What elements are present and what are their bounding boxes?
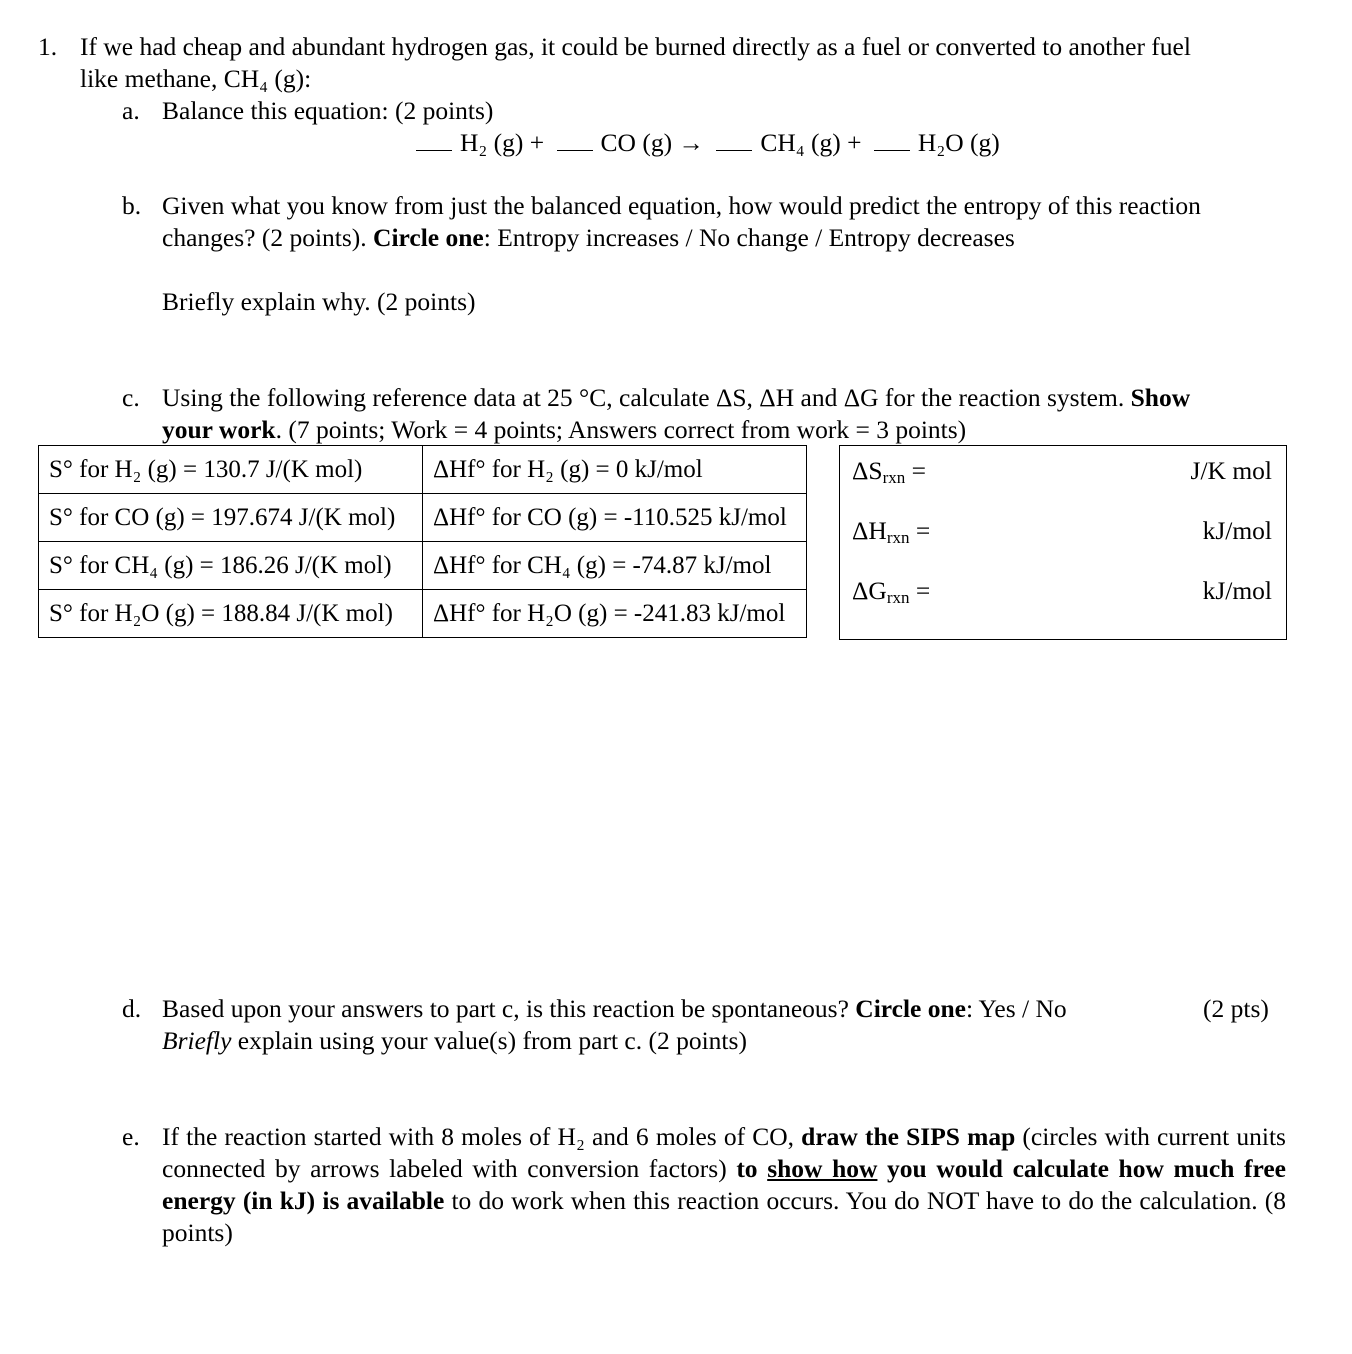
part-c-line1-text: Using the following reference data at 25 °C, calculate ΔS, ΔH and ΔG for the reaction system. xyxy=(162,383,1131,412)
part-c-your-work: your work xyxy=(162,415,276,444)
part-b-circle-one: Circle one xyxy=(373,223,484,252)
reference-data-table xyxy=(38,445,807,638)
part-b-line2-start: changes? (2 points). xyxy=(162,223,374,252)
part-b-explain: Briefly explain why. (2 points) xyxy=(162,287,476,316)
part-d-label: d. xyxy=(122,994,142,1023)
entropy-h2o-cell: S° for H₂O (g) = 188.84 J/(K mol) xyxy=(39,590,423,638)
part-d-question: Based upon your answers to part c, is this reaction be spontaneous? xyxy=(162,994,856,1023)
enthalpy-h2-cell: ΔHf° for H₂ (g) = 0 kJ/mol xyxy=(423,446,807,494)
part-d-briefly: Briefly xyxy=(162,1026,232,1055)
enthalpy-h2o-cell: ΔHf° for H₂O (g) = -241.83 kJ/mol xyxy=(423,590,807,638)
equation-term-h2o: H₂O (g) xyxy=(917,128,1000,157)
part-c-line2 xyxy=(162,414,966,446)
part-c-line1 xyxy=(162,382,1190,414)
part-e-sips-map: draw the SIPS map xyxy=(801,1122,1016,1151)
equation-term-h2: H₂ (g) + xyxy=(460,128,545,157)
part-a-text: Balance this equation: (2 points) xyxy=(162,96,494,125)
part-e-to: to xyxy=(736,1154,768,1183)
coefficient-blank-h2[interactable] xyxy=(416,128,452,151)
equation-term-ch4: CH₄ (g) + xyxy=(760,128,862,157)
coefficient-blank-h2o[interactable] xyxy=(874,128,910,151)
table-row xyxy=(39,590,807,638)
answer-row-enthalpy[interactable] xyxy=(852,515,1272,547)
part-d-line2 xyxy=(162,1025,747,1057)
question-intro-line2: like methane, CH₄ (g): xyxy=(80,64,312,93)
part-c-show: Show xyxy=(1130,383,1191,412)
part-c-points: . (7 points; Work = 4 points; Answers correct from work = 3 points) xyxy=(275,415,967,444)
table-row xyxy=(39,542,807,590)
answer-label-entropy: $\Delta S_{rxn}$ = xyxy=(852,456,927,487)
part-b-line2 xyxy=(162,222,1015,254)
part-d-points: (2 pts) xyxy=(1203,994,1269,1023)
enthalpy-co-cell: ΔHf° for CO (g) = -110.525 kJ/mol xyxy=(423,494,807,542)
part-d-circle-one: Circle one xyxy=(855,994,967,1023)
entropy-ch4-cell: S° for CH₄ (g) = 186.26 J/(K mol) xyxy=(39,542,423,590)
answer-row-entropy[interactable] xyxy=(852,455,1272,487)
part-e-text-3: to do work when this reaction occurs. You do NOT have to do the calculation. (8 points) xyxy=(162,1186,1286,1247)
part-e-free-energy: you would calculate how much free energy (in kJ) is available xyxy=(162,1154,1287,1215)
part-e-text-1: If the reaction started with 8 moles of H₂ and 6 moles of CO, xyxy=(162,1122,802,1151)
table-row xyxy=(39,494,807,542)
coefficient-blank-co[interactable] xyxy=(557,128,593,151)
part-d-explain: explain using your value(s) from part c. (2 points) xyxy=(231,1026,747,1055)
part-b-line1: Given what you know from just the balanced equation, how would predict the entropy of this reaction xyxy=(162,191,1201,220)
part-b-options: : Entropy increases / No change / Entropy decreases xyxy=(483,223,1015,252)
coefficient-blank-ch4[interactable] xyxy=(716,128,752,151)
answer-unit-enthalpy: kJ/mol xyxy=(1202,516,1272,545)
part-c-label: c. xyxy=(122,383,140,412)
part-e-label: e. xyxy=(122,1122,140,1151)
entropy-co-cell: S° for CO (g) = 197.674 J/(K mol) xyxy=(39,494,423,542)
answer-label-gibbs: $\Delta G_{rxn}$ = xyxy=(852,576,931,607)
part-e-paragraph xyxy=(162,1121,1286,1249)
answer-box[interactable] xyxy=(839,445,1287,640)
part-a-label: a. xyxy=(122,96,140,125)
answer-row-gibbs[interactable] xyxy=(852,575,1272,607)
answer-unit-entropy: J/K mol xyxy=(1190,456,1272,485)
balance-equation xyxy=(416,127,1000,159)
part-e-show-how: show how xyxy=(767,1154,878,1183)
part-d-options: : Yes / No xyxy=(966,994,1067,1023)
part-d-line1 xyxy=(162,993,1067,1025)
entropy-h2-cell: S° for H₂ (g) = 130.7 J/(K mol) xyxy=(39,446,423,494)
answer-label-enthalpy: $\Delta H_{rxn}$ = xyxy=(852,516,931,547)
table-row xyxy=(39,446,807,494)
question-number: 1. xyxy=(38,32,58,61)
answer-unit-gibbs: kJ/mol xyxy=(1202,576,1272,605)
equation-term-co: CO (g) → xyxy=(600,128,704,157)
part-b-label: b. xyxy=(122,191,142,220)
part-e-text-2: (circles with current units connected by arrows labeled with conversion factors) xyxy=(162,1122,1286,1183)
question-intro-line1: If we had cheap and abundant hydrogen gas, it could be burned directly as a fuel or converted to another fuel xyxy=(80,32,1191,61)
enthalpy-ch4-cell: ΔHf° for CH₄ (g) = -74.87 kJ/mol xyxy=(423,542,807,590)
